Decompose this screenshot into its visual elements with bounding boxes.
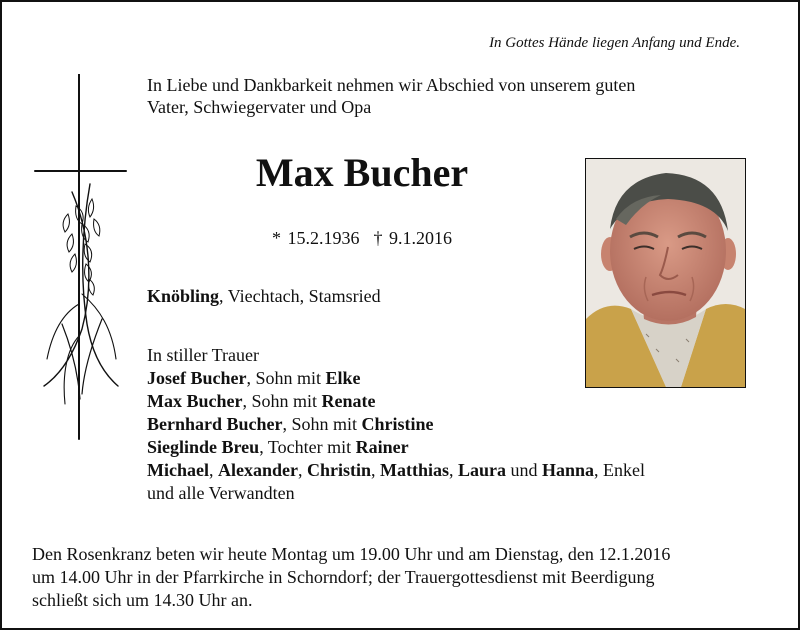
life-dates — [147, 228, 577, 249]
service-info — [32, 543, 772, 612]
places — [147, 286, 381, 307]
mourner-name: Josef Bucher — [147, 368, 247, 388]
place-rest: , Viechtach, Stamsried — [219, 286, 381, 306]
grandchildren-row — [147, 459, 747, 482]
mourner-row — [147, 390, 747, 413]
intro-text — [147, 74, 707, 118]
grandchild-name: Christin — [306, 460, 371, 480]
death-date: † 9.1.2016 — [373, 228, 452, 248]
mourner-relation: , Sohn mit — [282, 414, 362, 434]
cross-wheat-icon — [32, 74, 132, 444]
name-and: und — [506, 460, 543, 480]
motto: In Gottes Hände liegen Anfang und Ende. — [489, 35, 740, 51]
mourner-relation: , Tochter mit — [259, 437, 356, 457]
mourners-heading: In stiller Trauer — [147, 345, 259, 365]
mourner-row — [147, 413, 747, 436]
grandchildren-relation: , Enkel — [594, 460, 646, 480]
name-separator: , — [297, 460, 307, 480]
mourner-partner: Christine — [361, 414, 434, 434]
place-primary: Knöbling — [147, 286, 220, 306]
grandchild-name: Matthias — [380, 460, 449, 480]
birth-date: * 15.2.1936 — [272, 228, 360, 248]
name-separator: , — [449, 460, 458, 480]
name-separator: , — [208, 460, 218, 480]
mourner-name: Max Bucher — [147, 391, 243, 411]
name-separator: , — [371, 460, 380, 480]
mourner-name: Bernhard Bucher — [147, 414, 283, 434]
grandchild-name: Laura — [458, 460, 507, 480]
mourner-row — [147, 436, 747, 459]
grandchild-name: Michael — [147, 460, 209, 480]
deceased-name: Max Bucher — [255, 150, 469, 195]
intro-line-1: In Liebe und Dankbarkeit nehmen wir Abschied von unserem guten — [147, 75, 636, 95]
service-line-3: schließt sich um 14.30 Uhr an. — [32, 590, 253, 610]
portrait-photo — [585, 158, 746, 388]
intro-line-2: Vater, Schwiegervater und Opa — [147, 97, 372, 117]
mourner-partner: Rainer — [355, 437, 409, 457]
mourner-relation: , Sohn mit — [242, 391, 322, 411]
service-line-1: Den Rosenkranz beten wir heute Montag um 19.00 Uhr und am Dienstag, den 12.1.2016 — [32, 544, 671, 564]
service-line-2: um 14.00 Uhr in der Pfarrkirche in Schorndorf; der Trauergottesdienst mit Beerdigung — [32, 567, 655, 587]
mourner-relation: , Sohn mit — [246, 368, 326, 388]
mourner-partner: Elke — [325, 368, 361, 388]
mourner-partner: Renate — [321, 391, 376, 411]
mourner-name: Sieglinde Breu — [147, 437, 260, 457]
grandchild-name: Alexander — [217, 460, 298, 480]
mourners-closing: und alle Verwandten — [147, 483, 295, 503]
grandchild-name: Hanna — [542, 460, 595, 480]
